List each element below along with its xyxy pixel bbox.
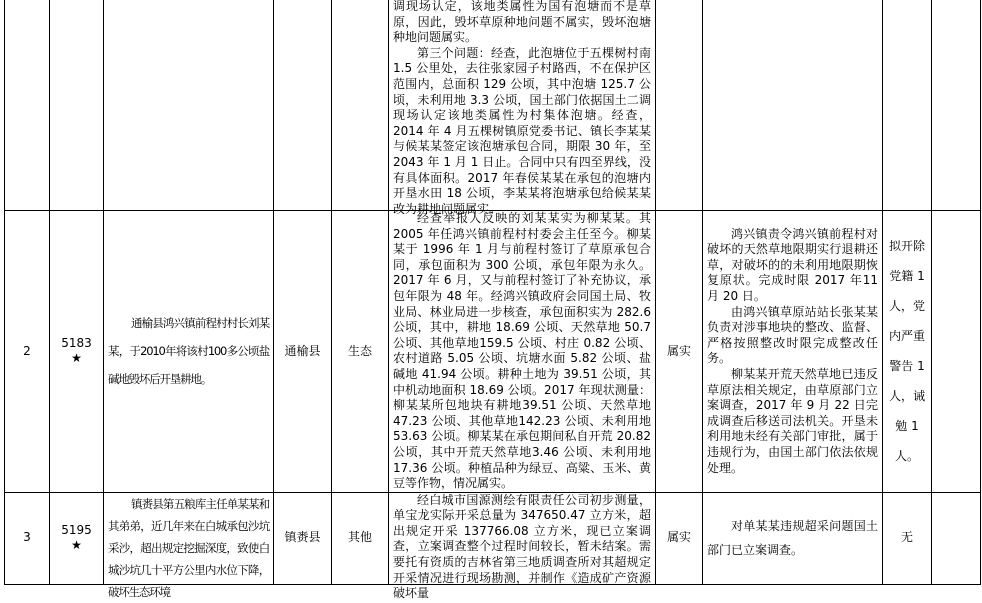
id-cell — [50, 492, 104, 584]
result-cell: 属实 — [656, 211, 703, 493]
handling-paragraph: 对单某某违规超采问题国土部门已立案调查。 — [707, 519, 878, 558]
id-number: 5183 — [61, 335, 92, 350]
findings-cell — [389, 211, 656, 493]
id-cell — [50, 0, 104, 211]
penalty-cell: 拟开除党籍 1 人，党内严重警告 1 人，诫勉 1 人。 — [883, 211, 932, 493]
county-cell: 镇赉县 — [274, 492, 332, 584]
penalty-cell — [883, 0, 932, 211]
findings-cell — [389, 0, 656, 216]
complaint-table — [4, 0, 981, 601]
id-cell — [50, 211, 104, 493]
remark-cell — [932, 211, 981, 493]
table-row — [5, 492, 981, 584]
findings-paragraph: 第三个问题：经查，此泡塘位于五棵树村南1.5 公里处，去往张家园子村路西，不在保护区范围内，总面积 129 公顷，其中泡塘 125.7 公顷，未利用地 3.3 公顷，国土部门依据国土二调现场认定该地类属性为村集体泡塘。经查，2014 年 4 月五棵树镇原党委书记、镇长李某某与候某某签定该泡塘承包合同，期限 30 年，至 2043 年 1 月 1 日止。合同中只有四至界线，没有具体面积。2017 年春侯某某在承包的泡塘内开垦水田 18 公顷，李某某将泡塘承包给候某某改为耕地问题属实。 — [393, 45, 651, 216]
handling-paragraph: 柳某某开荒天然草地已违反草原法相关规定，由草原部门立案调查，2017 年 9 月 22 日完成调查后移送司法机关。开垦未利用地未经有关部门审批，属于违规行为，由国土部门依法依规处理。 — [707, 366, 878, 475]
id-number: 5195 — [61, 522, 92, 537]
index-cell: 2 — [5, 211, 50, 493]
findings-paragraph: 调现场认定，该地类属性为国有泡塘而不是草原，因此，毁坏草原种地问题不属实，毁坏泡塘种地问题属实。 — [393, 0, 651, 45]
handling-cell — [703, 211, 883, 493]
handling-cell — [703, 0, 883, 211]
result-cell: 属实 — [656, 492, 703, 584]
findings-paragraph: 经查举报人反映的刘某某实为柳某某。其2005 年任鸿兴镇前程村村委会主任至今。柳某某于 1996 年 1 月与前程村签订了草原承包合同，承包面积为 300 公顷，承包年限为永久。2017 年 6 月，又与前程村签订了补充协议，承包年限为 48 年。经鸿兴镇政府会同国土局、牧业局、林业局进一步核查，承包面积实为 282.6 公顷，其中，耕地 18.69 公顷、天然草地 50.7 公顷、其他草地159.5 公顷、村庄 0.82 公顷、农村道路 5.05 公顷、坑塘水面 5.82 公顷、盐碱地 41.94 公顷。耕种土地为 39.51 公顷，其中机动地面积 18.69 公顷。2017 年现状测量：柳某某所包地块有耕地39.51 公顷、天然草地 47.23 公顷、其他草地142.23 公顷、未利用地 53.63 公顷。柳某某在承包期间私自开荒 20.82 公顷，其中开荒天然草地3.46 公顷、未利用地 17.36 公顷。种植品种为绿豆、高粱、玉米、黄豆等作物，情况属实。 — [393, 211, 651, 491]
star-icon: ★ — [71, 538, 82, 553]
category-cell: 生态 — [332, 211, 389, 493]
complaint-cell — [104, 492, 274, 599]
remark-cell — [932, 0, 981, 211]
table-row — [5, 0, 981, 211]
remark-cell — [932, 492, 981, 584]
category-cell: 其他 — [332, 492, 389, 584]
complaint-text: 通榆县鸿兴镇前程村村长刘某某，于2010年将该村100多公顷盐碱地毁坏后开垦耕地。 — [108, 316, 269, 387]
county-cell: 通榆县 — [274, 211, 332, 493]
county-cell — [274, 0, 332, 211]
complaint-cell — [104, 0, 274, 211]
star-icon: ★ — [71, 351, 82, 366]
findings-cell — [389, 492, 656, 601]
findings-paragraph: 经白城市国源测绘有限责任公司初步测量，单宝龙实际开采总量为 347650.47 立方米，超出规定开采 137766.08 立方米，现已立案调查，立案调查整个过程时间较长，暂未结案。需要托有资质的吉林省第三地质调查所对其超规定开采情况进行现场勘测，并制作《造成矿产资源破坏量 — [393, 492, 651, 601]
index-cell: 3 — [5, 492, 50, 584]
penalty-cell: 无 — [883, 492, 932, 584]
index-cell — [5, 0, 50, 211]
complaint-text: 镇赉县第五粮库主任单某某和其弟弟，近几年来在白城承包沙坑采沙，超出规定挖掘深度，致使白城沙坑几十平方公里内水位下降，破坏生态环境 — [108, 496, 269, 599]
table-row — [5, 211, 981, 493]
handling-paragraph: 由鸿兴镇草原站站长张某某负责对涉事地块的整改、监督、严格按照整改时限完成整改任务。 — [707, 304, 878, 366]
handling-paragraph: 鸿兴镇责令鸿兴镇前程村对破坏的天然草地限期实行退耕还草，对破坏的的未利用地限期恢复原状。完成时限 2017 年11 月 20 日。 — [707, 226, 878, 303]
result-cell — [656, 0, 703, 211]
category-cell — [332, 0, 389, 211]
handling-cell — [703, 492, 883, 584]
complaint-cell — [104, 211, 274, 493]
